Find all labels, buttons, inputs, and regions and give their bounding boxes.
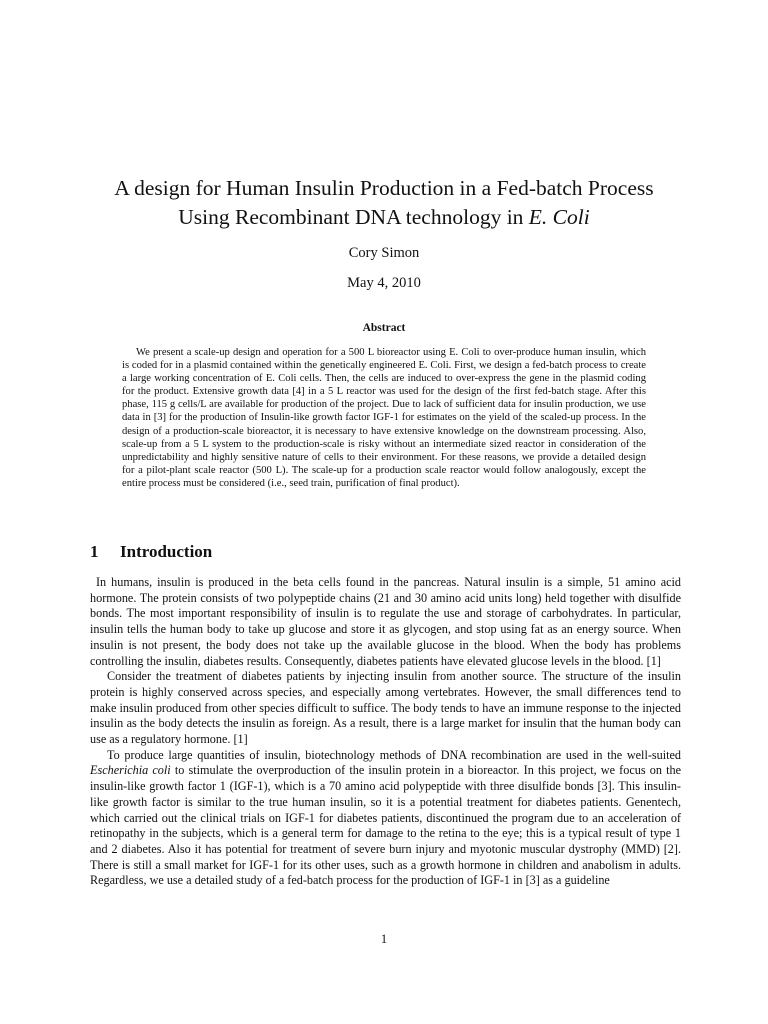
publication-date: May 4, 2010 [347,275,421,291]
abstract-heading: Abstract [362,322,406,334]
paragraph-3-part-1: To produce large quantities of insulin, biotechnology methods of DNA recombination are used in the well-suited [107,747,681,762]
section-number: 1 [90,542,99,561]
author-name: Cory Simon [348,245,420,261]
paragraph-3-italic: Escherichia coli [90,763,171,778]
page-number: 1 [380,932,388,946]
title-line-2-italic: E. Coli [528,205,590,229]
section-title: Introduction [120,542,213,561]
introduction-body [90,575,681,889]
title-line-1: A design for Human Insulin Production in a Fed-batch Process [114,176,654,200]
paper-title [60,174,708,232]
abstract-text: We present a scale-up design and operation for a 500 L bioreactor using E. Coli to over-produce human insulin, which is coded for in a plasmid contained within the genetically engineered E. Coli. First, we design a fed-batch process to create a large working concentration of E. Coli cells. Then, the cells are induced to over-express the gene in the plasmid coding for the product. Extensive growth data [4] in a 5 L reactor was used for the design of the first fed-batch stage. After this phase, 115 g cells/L are available for production of the project. Due to lack of sufficient data for insulin production, we use data in [3] for the production of Insulin-like growth factor IGF-1 for estimates on the yield of the scaled-up process. In the design of a production-scale bioreactor, it is necessary to have extensive knowledge on the downstream processing. Also, scale-up from a 5 L system to the production-scale is risky without an intermediate sized reactor in consideration of the unpredictability and highly sensitive nature of cells to their environment. For these reasons, we provide a detailed design for a pilot-plant scale reactor (500 L). The scale-up for a production scale reactor would follow analogously, except the entire process must be considered (i.e., seed train, purification of final product). [122,347,646,489]
paragraph-1: In humans, insulin is produced in the beta cells found in the pancreas. Natural insulin is a simple, 51 amino acid hormone. The protein consists of two polypeptide chains (21 and 30 amino acid units long) held together with disulfide bonds. The most important responsibility of insulin is to regulate the use and storage of carbohydrates. In particular, insulin tells the human body to take up glucose and store it as glycogen, and stop using fat as an energy source. When insulin is not present, the body does not take up the available glucose in the blood. When the body has problems controlling the insulin, diabetes results. Consequently, diabetes patients have elevated glucose levels in the blood. [1] [90,575,681,668]
paragraph-2: Consider the treatment of diabetes patients by injecting insulin from another source. The structure of the insulin protein is highly conserved across species, and especially among vertebrates. However, the small differences tend to make insulin produced from other species difficult to suffice. The body tends to have an immune response to the injected insulin as the body detects the insulin as foreign. As a result, there is a large market for insulin that the human body can use as a regulatory hormone. [1] [90,669,681,747]
title-line-2-prefix: Using Recombinant DNA technology in [178,205,529,229]
section-heading [90,542,212,562]
paragraph-3 [90,748,681,889]
paragraph-3-part-2: to stimulate the overproduction of the insulin protein in a bioreactor. In this project, we focus on the insulin-like growth factor 1 (IGF-1), which is a 70 amino acid polypeptide with three disulfide bonds [3]. This insulin-like growth factor is similar to the true human insulin, so it is a potential treatment for diabetes patients. Genentech, which carried out the clinical trials on IGF-1 for diabetes patients, discontinued the program due to an acceleration of retinopathy in the subjects, which is a general term for damage to the retina to the eye; this is a typical result of type 1 and 2 diabetes. Also it has potential for treatment of severe burn injury and myotonic muscular dystrophy (MMD) [2]. There is still a small market for IGF-1 for its other uses, such as a growth hormone in children and anabolism in adults. Regardless, we use a detailed study of a fed-batch process for the production of IGF-1 in [3] as a guideline [90,763,681,888]
